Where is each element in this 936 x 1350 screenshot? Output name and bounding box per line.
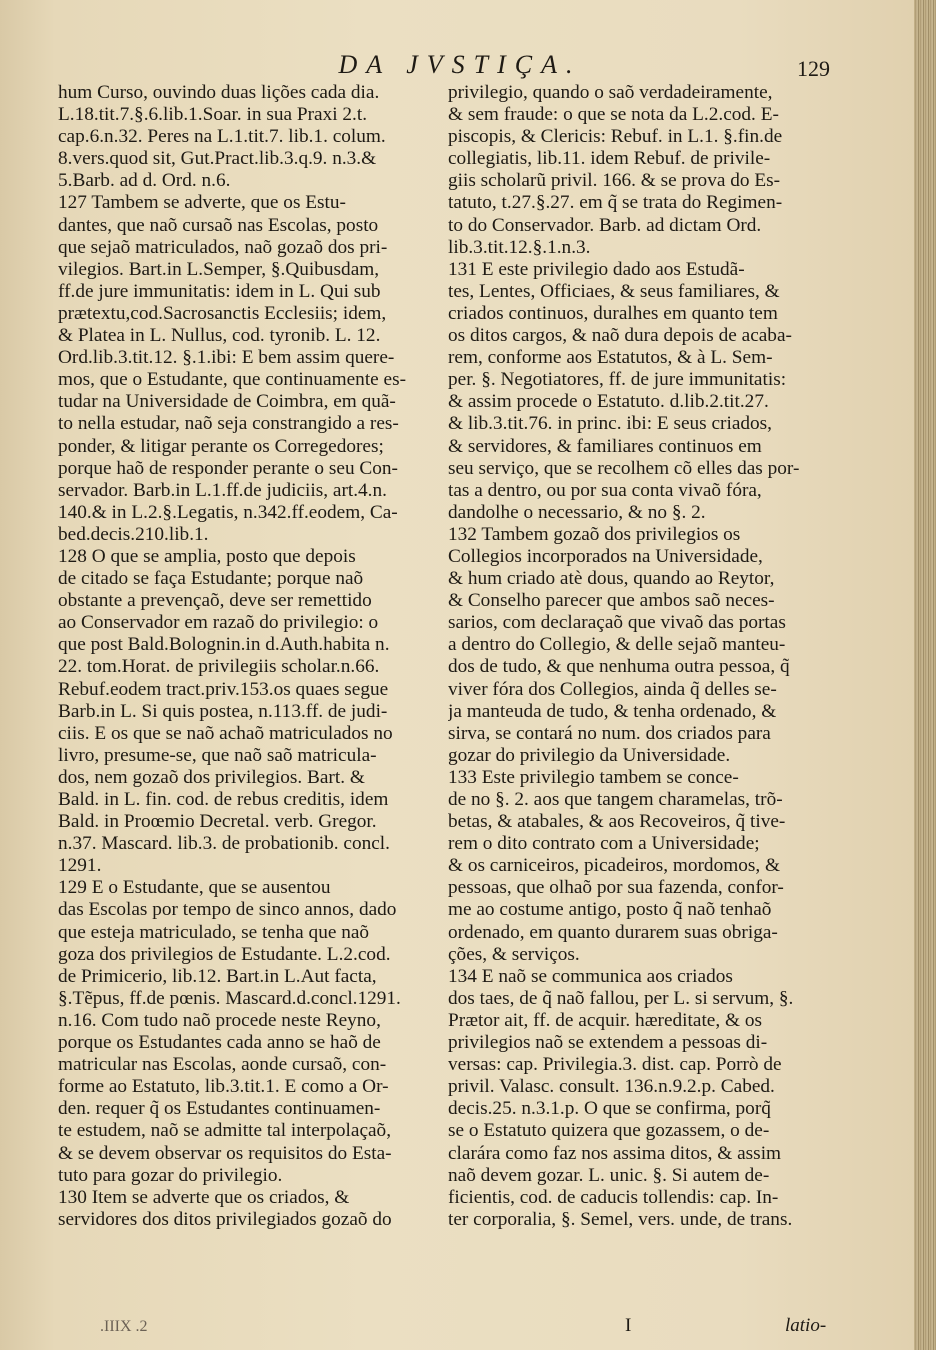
text-line: ff.de jure immunitatis: idem in L. Qui sub: [58, 280, 381, 302]
text-line: ordenado, em quanto durarem suas obriga-: [448, 921, 778, 943]
text-line: & hum criado atè dous, quando ao Reytor,: [448, 568, 775, 590]
text-line: ja manteuda de tudo, & tenha ordenado, &: [448, 700, 777, 722]
catchword: latio-: [785, 1315, 827, 1336]
text-line: hum Curso, ouvindo duas lições cada dia.: [58, 82, 380, 103]
text-line: de no §. 2. aos que tangem charamelas, trõ-: [448, 789, 783, 810]
left-column: [58, 82, 430, 1231]
text-line: 130 Item se adverte que os criados, &: [58, 1186, 350, 1208]
text-line: goza dos privilegios de Estudante. L.2.cod.: [58, 943, 391, 965]
text-line: porque haõ de responder perante o seu Con-: [58, 457, 398, 479]
text-line: tatuto, t.27.§.27. em q̃ se trata do Regimen-: [448, 192, 783, 214]
text-line: per. §. Negotiatores, ff. de jure immunitatis:: [448, 369, 787, 391]
text-line: seu serviço, que se recolhem cõ elles das por-: [448, 457, 800, 479]
text-line: a dentro do Collegio, & delle sejaõ manteu-: [448, 634, 786, 656]
running-head: DA JVSTIÇA.: [338, 50, 582, 79]
text-line: me ao costume antigo, posto q̃ naõ tenhaõ: [448, 899, 772, 921]
text-line: servidores dos ditos privilegiados gozaõ do: [58, 1208, 392, 1230]
text-line: servador. Barb.in L.1.ff.de judiciis, art.4.n.: [58, 479, 387, 501]
text-line: de Primicerio, lib.12. Bart.in L.Aut facta,: [58, 965, 377, 987]
text-line: 133 Este privilegio tambem se conce-: [448, 766, 739, 788]
text-line: ções, & serviços.: [448, 943, 580, 965]
text-line: matricular nas Escolas, aonde cursaõ, con-: [58, 1054, 387, 1076]
text-line: privil. Valasc. consult. 136.n.9.2.p. Cabed.: [448, 1076, 775, 1098]
text-line: sarios, com declaraçaõ que vivaõ das portas: [448, 612, 786, 634]
text-line: ficientis, cod. de caducis tollendis: cap. In-: [448, 1186, 779, 1208]
right-column: [448, 82, 820, 1231]
text-line: 127 Tambem se adverte, que os Estu-: [58, 192, 346, 214]
text-line: Prætor ait, ff. de acquir. hæreditate, & os: [448, 1009, 762, 1031]
text-line: Ord.lib.3.tit.12. §.1.ibi: E bem assim quere-: [58, 347, 395, 369]
text-line: cap.6.n.32. Peres na L.1.tit.7. lib.1. colum.: [58, 126, 386, 148]
text-line: te estudem, naõ se admitte tal interpolaçaõ,: [58, 1120, 392, 1142]
text-line: dandolhe o necessario, & no §. 2.: [448, 501, 706, 523]
text-line: & os carniceiros, picadeiros, mordomos, &: [448, 855, 780, 877]
text-line: prætextu,cod.Sacrosanctis Ecclesiis; idem,: [58, 302, 387, 324]
text-line: to nella estudar, naõ seja constrangido a res-: [58, 413, 399, 435]
text-line: & sem fraude: o que se nota da L.2.cod. E-: [448, 104, 779, 126]
page-number: 129: [797, 56, 830, 81]
text-line: de citado se faça Estudante; porque naõ: [58, 568, 364, 590]
text-line: clarára como faz nos assima ditos, & assim: [448, 1142, 782, 1164]
text-line: & Conselho parecer que ambos saõ neces-: [448, 590, 775, 612]
text-line: Collegios incorporados na Universidade,: [448, 545, 763, 567]
text-line: tuto para gozar do privilegio.: [58, 1164, 283, 1186]
text-line: 22. tom.Horat. de privilegiis scholar.n.66.: [58, 656, 380, 678]
text-line: dos taes, de q̃ naõ fallou, per L. si servum, §.: [448, 987, 794, 1009]
text-line: tes, Lentes, Officiaes, & seus familiares, &: [448, 280, 780, 302]
text-line: ao Conservador em razaõ do privilegio: o: [58, 612, 379, 634]
text-line: ter corporalia, §. Semel, vers. unde, de trans.: [448, 1208, 793, 1230]
text-line: collegiatis, lib.11. idem Rebuf. de privile-: [448, 148, 771, 170]
text-line: tudar na Universidade de Coimbra, em quã-: [58, 391, 396, 413]
text-line: 128 O que se amplia, posto que depois: [58, 545, 356, 567]
text-line: das Escolas por tempo de sinco annos, dado: [58, 899, 397, 921]
text-line: privilegio, quando o saõ verdadeiramente,: [448, 82, 773, 103]
text-line: livro, presume-se, que naõ saõ matricula-: [58, 744, 377, 766]
text-line: obstante a prevençaõ, deve ser remettido: [58, 590, 372, 612]
text-line: decis.25. n.3.1.p. O que se confirma, porq̃: [448, 1098, 771, 1120]
text-line: tas a dentro, ou por sua conta vivaõ fóra,: [448, 479, 762, 501]
text-line: lib.3.tit.12.§.1.n.3.: [448, 236, 591, 258]
text-line: viver fóra dos Collegios, ainda q̃ delles se-: [448, 678, 777, 700]
text-line: 132 Tambem gozaõ dos privilegios os: [448, 523, 741, 545]
text-line: rem, conforme aos Estatutos, & à L. Sem-: [448, 347, 773, 369]
text-line: dos, nem gozaõ dos privilegios. Bart. &: [58, 766, 365, 788]
text-line: se o Estatuto quizera que gozassem, o de-: [448, 1120, 770, 1142]
text-line: 134 E naõ se communica aos criados: [448, 965, 733, 987]
text-line: den. requer q̃ os Estudantes continuamen-: [58, 1098, 381, 1120]
text-line: Bald. in Proœmio Decretal. verb. Gregor.: [58, 811, 377, 833]
text-line: porque os Estudantes cada anno se haõ de: [58, 1032, 381, 1054]
text-line: naõ devem gozar. L. unic. §. Si autem de-: [448, 1164, 770, 1186]
text-line: mos, que o Estudante, que continuamente es-: [58, 369, 407, 391]
text-line: vilegios. Bart.in L.Semper, §.Quibusdam,: [58, 258, 380, 280]
text-line: ciis. E os que se naõ achaõ matriculados no: [58, 722, 393, 744]
text-line: Bald. in L. fin. cod. de rebus creditis, idem: [58, 789, 389, 810]
text-line: §.Tẽpus, ff.de pœnis. Mascard.d.concl.1291.: [58, 987, 401, 1009]
footer-mark: .IIIX .2: [100, 1318, 148, 1335]
text-line: to do Conservador. Barb. ad dictam Ord.: [448, 214, 762, 236]
text-line: criados continuos, duralhes em quanto tem: [448, 302, 778, 324]
text-line: & servidores, & familiares continuos em: [448, 435, 762, 457]
text-line: & assim procede o Estatuto. d.lib.2.tit.27.: [448, 391, 769, 413]
text-line: 140.& in L.2.§.Legatis, n.342.ff.eodem, Ca-: [58, 501, 398, 523]
text-line: os ditos cargos, & naõ dura depois de acaba-: [448, 325, 792, 347]
text-line: & se devem observar os requisitos do Esta-: [58, 1142, 392, 1164]
page-edge: [914, 0, 936, 1350]
text-line: dantes, que naõ cursaõ nas Escolas, posto: [58, 214, 379, 236]
text-line: Rebuf.eodem tract.priv.153.os quaes segue: [58, 678, 389, 700]
text-line: 8.vers.quod sit, Gut.Pract.lib.3.q.9. n.3.&: [58, 148, 377, 170]
text-line: forme ao Estatuto, lib.3.tit.1. E como a Or-: [58, 1076, 389, 1098]
text-line: 131 E este privilegio dado aos Estudã-: [448, 258, 745, 280]
text-line: que esteja matriculado, se tenha que naõ: [58, 921, 370, 943]
text-line: 5.Barb. ad d. Ord. n.6.: [58, 170, 231, 192]
text-line: 1291.: [58, 855, 102, 877]
text-line: 129 E o Estudante, que se ausentou: [58, 877, 331, 899]
text-line: pessoas, que olhaõ por sua fazenda, confor-: [448, 877, 784, 899]
text-line: que post Bald.Bolognin.in d.Auth.habita n.: [58, 634, 390, 656]
text-line: piscopis, & Clericis: Rebuf. in L.1. §.fin.de: [448, 126, 783, 148]
text-line: n.37. Mascard. lib.3. de probationib. concl.: [58, 833, 390, 855]
text-line: que sejaõ matriculados, naõ gozaõ dos pri-: [58, 236, 388, 258]
text-line: bed.decis.210.lib.1.: [58, 523, 209, 545]
text-line: n.16. Com tudo naõ procede neste Reyno,: [58, 1009, 381, 1031]
text-line: giis scholarũ privil. 166. & se prova do Es-: [448, 170, 781, 192]
text-line: gozar do privilegio da Universidade.: [448, 744, 731, 766]
text-line: betas, & atabales, & aos Recoveiros, q̃ tive-: [448, 811, 786, 833]
text-line: & lib.3.tit.76. in princ. ibi: E seus criados,: [448, 413, 772, 435]
text-line: privilegios naõ se extendem a pessoas di-: [448, 1032, 768, 1054]
text-line: ponder, & litigar perante os Corregedores;: [58, 435, 384, 457]
text-line: L.18.tit.7.§.6.lib.1.Soar. in sua Praxi 2.t.: [58, 104, 368, 126]
text-line: versas: cap. Privilegia.3. dist. cap. Porrò de: [448, 1054, 782, 1076]
text-line: & Platea in L. Nullus, cod. tyronib. L. 12.: [58, 325, 381, 347]
text-line: dos de tudo, & que nenhuma outra pessoa, q̃: [448, 656, 790, 678]
text-line: Barb.in L. Si quis postea, n.113.ff. de judi-: [58, 700, 388, 722]
text-line: sirva, se contará no num. dos criados para: [448, 722, 771, 744]
signature-mark: I: [625, 1315, 632, 1336]
text-line: rem o dito contrato com a Universidade;: [448, 833, 760, 855]
